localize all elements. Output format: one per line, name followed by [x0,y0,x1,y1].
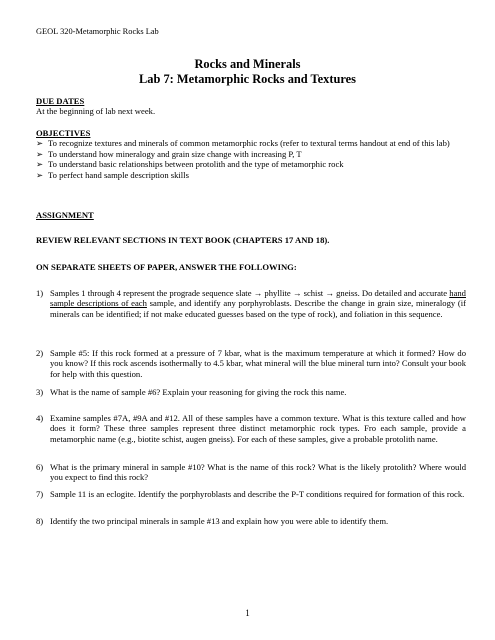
underlined-phrase: hand sample descriptions of each [50,288,466,309]
question-list [36,489,466,499]
question-list [36,348,466,379]
question-list [36,387,466,397]
running-header: GEOL 320-Metamorphic Rocks Lab [36,27,159,36]
assignment-answer: ON SEPARATE SHEETS OF PAPER, ANSWER THE FOLLOWING: [36,262,297,272]
question-item: 7) Sample 11 is an eclogite. Identify the porphyroblasts and describe the P-T conditions required for formation of this rock. [36,489,465,499]
bullet-arrow-icon: ➢ [36,138,44,149]
due-dates-section [36,96,466,117]
bullet-arrow-icon: ➢ [36,159,44,170]
objective-item: ➢ To understand basic relationships between protolith and the type of metamorphic rock [36,159,344,170]
bullet-arrow-icon: ➢ [36,148,44,159]
question-list [36,462,466,483]
arrow-icon: → [292,288,302,298]
due-dates-text: At the beginning of lab next week. [36,106,156,117]
assignment-review: REVIEW RELEVANT SECTIONS IN TEXT BOOK (CHAPTERS 17 AND 18). [36,235,330,245]
question-item: 6) What is the primary mineral in sample #10? What is the name of this rock? What is the likely protolith? Where would you expect to find this rock? [36,462,466,483]
question-item: 3) What is the name of sample #6? Explain your reasoning for giving the rock this name. [36,387,347,397]
question-list [36,516,466,526]
objectives-list [36,138,466,180]
question-item: 1) Samples 1 through 4 represent the prograde sequence slate → phyllite → schist → gneiss. Do detailed and accurate hand sample descriptions of each sample, and identify any porphyroblasts. Describe the change in grain size, mineralogy (if minerals can be identified; if not make educated guesses based on the type of rock), and foliation in this sequence. [36,288,467,319]
due-dates-heading: DUE DATES [36,96,85,106]
question-list [36,288,466,319]
question-item: 8) Identify the two principal minerals in sample #13 and explain how you were able to identify them. [36,516,389,526]
assignment-heading: ASSIGNMENT [36,210,94,220]
objectives-section [36,128,466,180]
document-title [0,57,495,86]
objective-item: ➢ To perfect hand sample description skills [36,169,189,180]
page-number: 1 [245,608,250,618]
objectives-heading: OBJECTIVES [36,128,91,138]
question-list [36,413,466,444]
title-line-2: Lab 7: Metamorphic Rocks and Textures [139,71,356,86]
arrow-icon: → [325,288,334,298]
objective-item: ➢ To recognize textures and minerals of common metamorphic rocks (refer to textural terms handout at end of this lab) [36,138,450,149]
title-line-1: Rocks and Minerals [194,57,301,71]
question-item: 4) Examine samples #7A, #9A and #12. All of these samples have a common texture. What is this texture called and how does it form? These three samples represent three distinct metamorphic rock types. Fro each sample, provide a metamorphic name (e.g., biotite schist, augen gneiss). For each of these samples, give a probable protolith name. [36,413,466,444]
question-item: 2) Sample #5: If this rock formed at a pressure of 7 kbar, what is the maximum temperature at which it formed? How do you know? If this rock ascends isothermally to 4.5 kbar, what mineral will the blue mineral turn into? Consult your book for help with this question. [36,348,466,379]
bullet-arrow-icon: ➢ [36,169,44,180]
objective-item: ➢ To understand how mineralogy and grain size change with increasing P, T [36,148,302,159]
arrow-icon: → [253,288,263,298]
